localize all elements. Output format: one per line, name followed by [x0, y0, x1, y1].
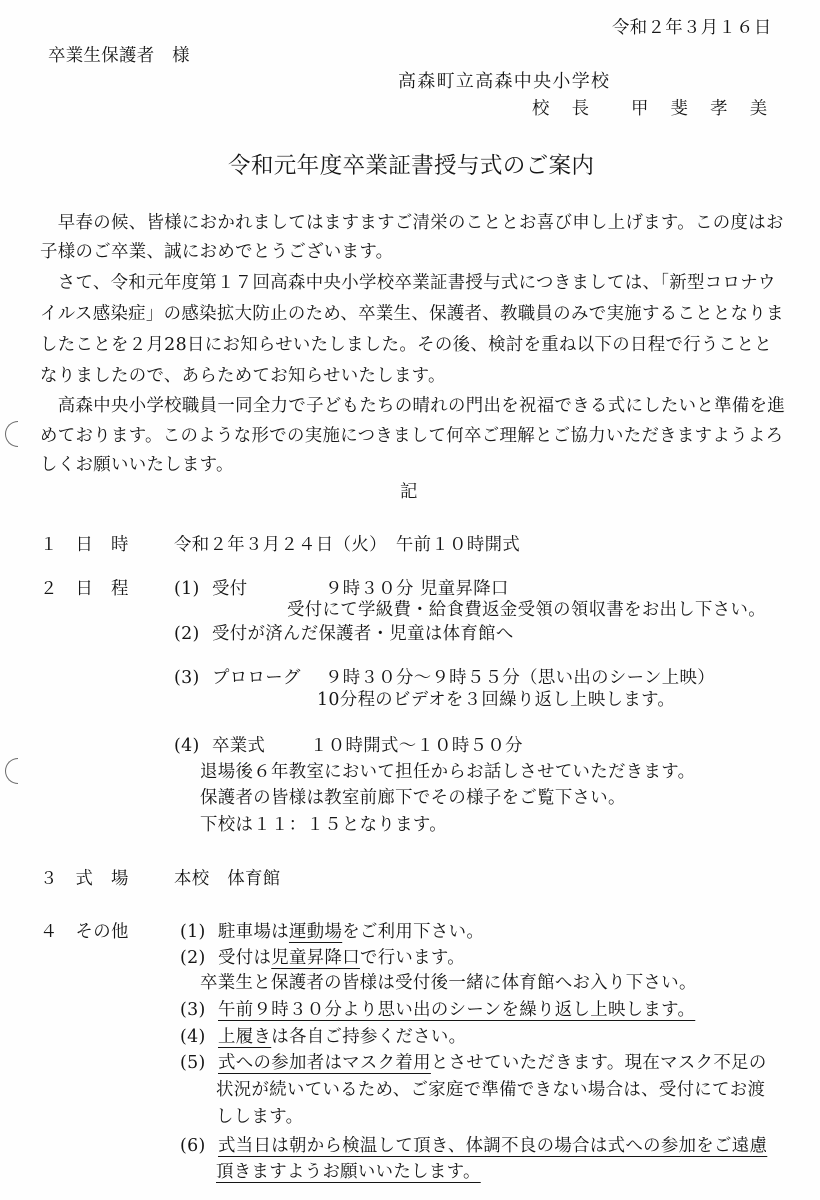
schedule-item-label: 卒業式	[212, 736, 266, 756]
schedule-item-note: 10分程のビデオを３回繰り返し上映します。	[317, 690, 676, 710]
other-item-text-underlined: 式当日は朝から検温して頂き、体調不良の場合は式への参加をご遠慮	[218, 1136, 768, 1156]
other-item-text	[218, 1023, 466, 1051]
other-item-text-underlined: 頂きますようお願いいたします。	[216, 1162, 481, 1182]
other-item-text-underlined: 上履き	[218, 1027, 272, 1047]
other-item-continuation: しします。	[216, 1107, 304, 1127]
recipient: 卒業生保護者 様	[48, 46, 190, 66]
other-item-continuation	[216, 1158, 481, 1186]
body-line: 子様のご卒業、誠におめでとうございます。	[40, 242, 394, 262]
other-item-text-after: をご利用下さい。	[342, 922, 485, 942]
other-item-text-underlined: 児童昇降口	[271, 948, 360, 968]
schedule-item-time: ９時３０分～９時５５分（思い出のシーン上映）	[325, 668, 715, 688]
other-item-text-after: とさせていただきます。現在マスク不足の	[430, 1053, 767, 1073]
other-item-text	[218, 1132, 767, 1160]
other-item-text-underlined: 運動場	[288, 922, 343, 942]
body-line: したことを２月28日にお知らせいたしました。その後、検討を重ね以下の日程で行うことと	[40, 335, 772, 355]
other-item-number: (4)	[180, 1027, 206, 1047]
schedule-item-number: (1)	[174, 579, 200, 599]
schedule-item-place: 児童昇降口	[420, 579, 509, 599]
schedule-item-number: (2)	[174, 624, 200, 644]
section-venue-label: ３ 式 場	[40, 869, 129, 889]
scan-punch-mark	[5, 758, 18, 784]
body-line: さて、令和元年度第１７回高森中央小学校卒業証書授与式につきましては、「新型コロナウ	[40, 273, 776, 293]
other-item-continuation: 状況が続いているため、ご家庭で準備できない場合は、受付にてお渡	[216, 1080, 766, 1100]
section-datetime-label: １ 日 時	[40, 535, 129, 555]
other-item-text-underlined: 式への参加者はマスク着用	[218, 1053, 431, 1073]
document-title: 令和元年度卒業証書授与式のご案内	[228, 153, 595, 179]
other-item-text	[218, 944, 465, 972]
other-item-text	[218, 1049, 767, 1077]
other-item-number: (1)	[180, 922, 206, 942]
sender-principal: 校 長 甲 斐 孝 美	[532, 99, 770, 119]
sender-school: 高森町立高森中央小学校	[398, 71, 611, 92]
scan-punch-mark	[5, 421, 18, 447]
body-line: めております。このような形での実施につきまして何卒ご理解とご協力いただきますようよろ	[40, 426, 784, 446]
other-item-text	[218, 918, 484, 946]
body-line: なりましたので、あらためてお知らせいたします。	[40, 366, 446, 386]
section-venue-value: 本校 体育館	[174, 869, 281, 889]
section-datetime-value: 令和２年３月２４日（火） 午前１０時開式	[174, 535, 521, 555]
body-line: しくお願いいたします。	[40, 455, 234, 475]
other-item-number: (5)	[180, 1053, 206, 1073]
schedule-item-label: 受付が済んだ保護者・児童は体育館へ	[212, 624, 514, 644]
schedule-item-label: プロローグ	[212, 668, 301, 688]
other-item-note: 卒業生と保護者の皆様は受付後一緒に体育館へお入り下さい。	[200, 973, 697, 993]
other-item-text-before: 駐車場は	[218, 922, 289, 942]
document-date: 令和２年３月１６日	[612, 18, 772, 38]
schedule-item-note: 退場後６年教室において担任からお話しさせていただきます。	[200, 762, 696, 782]
body-line: 高森中央小学校職員一同全力で子どもたちの晴れの門出を祝福できる式にしたいと準備を進	[40, 396, 786, 416]
other-item-number: (3)	[180, 1000, 206, 1020]
schedule-item-note: 受付にて学級費・給食費返金受領の領収書をお出し下さい。	[287, 600, 766, 620]
schedule-item-time: １０時開式～１０時５０分	[310, 736, 523, 756]
other-item-text	[218, 996, 695, 1024]
other-item-number: (2)	[180, 948, 206, 968]
section-other-label: ４ その他	[40, 922, 129, 942]
schedule-item-note: 下校は１１：１５となります。	[200, 815, 447, 835]
other-item-text-before: 受付は	[218, 948, 272, 968]
other-item-number: (6)	[180, 1136, 206, 1156]
body-line: イルス感染症」の感染拡大防止のため、卒業生、保護者、教職員のみで実施することとなりま	[40, 304, 784, 324]
body-line: 早春の候、皆様におかれましてはますますご清栄のこととお喜び申し上げます。この度はお	[40, 213, 784, 233]
schedule-item-number: (3)	[174, 668, 200, 688]
schedule-item-note: 保護者の皆様は教室前廊下でその様子をご覧下さい。	[200, 788, 626, 808]
schedule-item-time: ９時３０分	[325, 579, 414, 599]
other-item-text-after: は各自ご持参ください。	[271, 1027, 467, 1047]
other-item-text-underlined: 午前９時３０分より思い出のシーンを繰り返し上映します。	[218, 1000, 696, 1020]
other-item-text-after: で行います。	[359, 948, 466, 968]
section-schedule-label: ２ 日 程	[40, 579, 129, 599]
schedule-item-number: (4)	[174, 736, 200, 756]
ki-heading: 記	[400, 482, 418, 502]
schedule-item-label: 受付	[212, 579, 248, 599]
